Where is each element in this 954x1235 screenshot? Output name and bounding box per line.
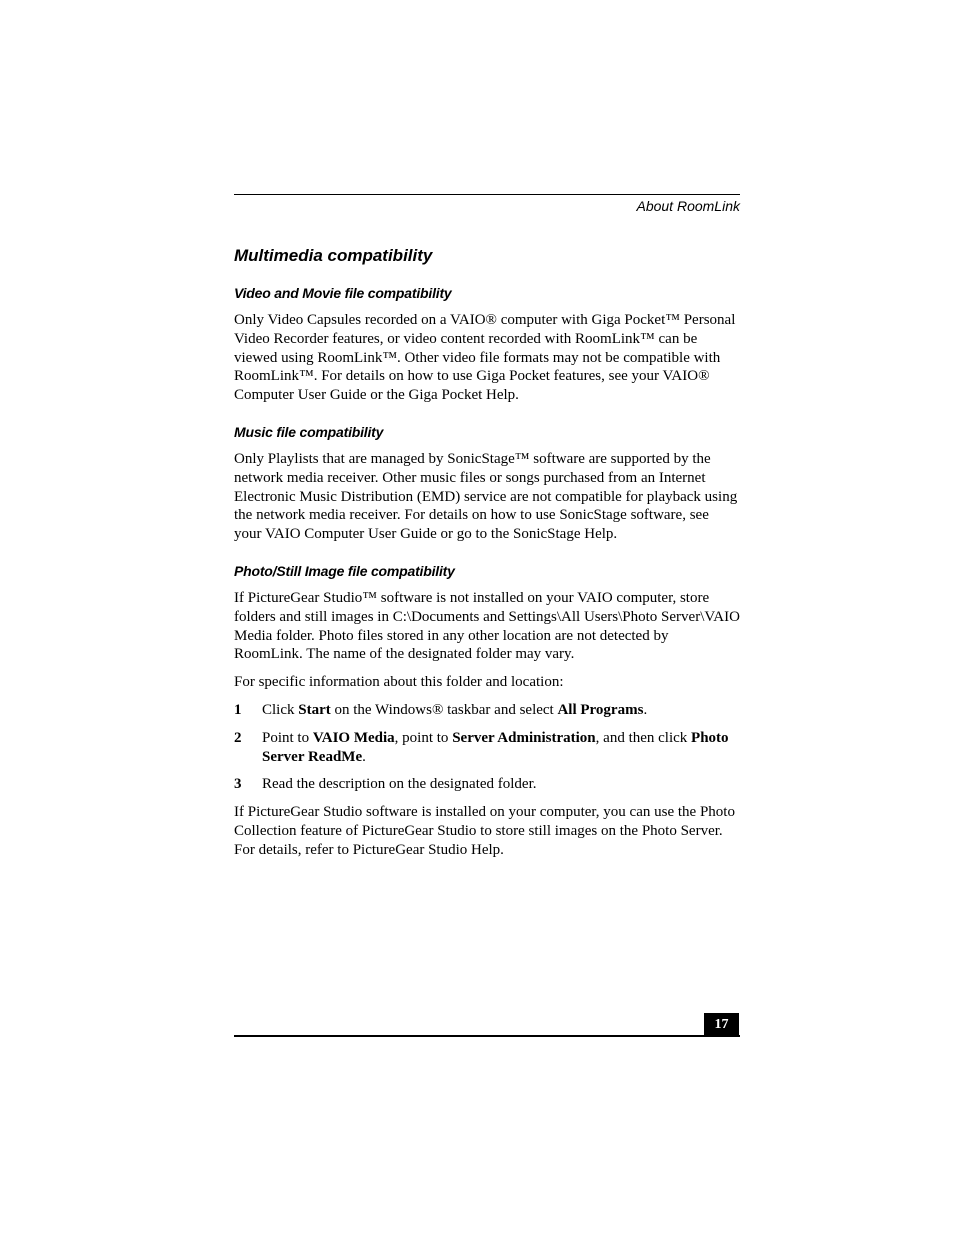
step-text: , point to [394,729,453,746]
photo-intro-paragraph: For specific information about this folder and location: [234,674,564,691]
step-number: 3 [234,776,242,793]
step-text: on the Windows® taskbar and select [330,701,558,718]
step-text: . [643,701,648,718]
music-section-title: Music file compatibility [234,423,384,440]
photo-section-title: Photo/Still Image file compatibility [234,562,455,579]
page-content [234,245,740,860]
video-section-title: Video and Movie file compatibility [234,285,452,301]
step-emphasis-photo-server-readme: Photo Server ReadMe [262,729,729,765]
step-emphasis-start: Start [298,701,331,718]
step-text: , and then click [595,729,692,746]
footer-rule [234,1035,740,1037]
step-emphasis-vaio-media: VAIO Media [312,729,395,746]
section-title: Multimedia compatibility [234,246,433,265]
step-number: 2 [234,729,242,746]
step-3 [234,775,740,794]
photo-paragraph: If PictureGear Studio™ software is not installed on your VAIO computer, store folders and still images in C:\Documents and Settings\All Users\Photo Server\VAIO Media folder. Photo files stored in any other location are not detected by RoomLink. The name of the designated folder may vary. [234,589,740,663]
step-emphasis-all-programs: All Programs [557,701,644,718]
document-page [234,0,740,1235]
page-number: 17 [704,1013,739,1036]
step-text: Click [262,701,299,718]
step-number: 1 [234,701,242,718]
step-1 [234,701,740,720]
music-paragraph: Only Playlists that are managed by SonicStage™ software are supported by the network media receiver. Other music files or songs purchased from an Internet Electronic Music Distribution (EMD) service are not compatible for playback using the network media receiver. For details on how to use SonicStage software, see your VAIO Computer User Guide or go to the SonicStage Help. [234,450,738,543]
step-2 [234,729,740,767]
step-text: Read the description on the designated folder. [262,776,537,793]
video-paragraph: Only Video Capsules recorded on a VAIO® computer with Giga Pocket™ Personal Video Recorder features, or video content recorded with RoomLink™ can be viewed using RoomLink™. Other video file formats may not be compatible with RoomLink™. For details on how to use Giga Pocket features, see your VAIO® Computer User Guide or the Giga Pocket Help. [234,312,736,404]
instruction-steps [234,701,740,794]
photo-closing-paragraph: If PictureGear Studio software is installed on your computer, you can use the Photo Collection feature of PictureGear Studio to store still images on the Photo Server. For details, refer to PictureGear Studio Help. [234,804,735,858]
step-text: . [362,748,366,765]
step-text: Point to [262,729,313,746]
step-emphasis-server-administration: Server Administration [452,729,596,746]
running-header: About RoomLink [636,198,740,214]
header-rule [234,194,740,195]
